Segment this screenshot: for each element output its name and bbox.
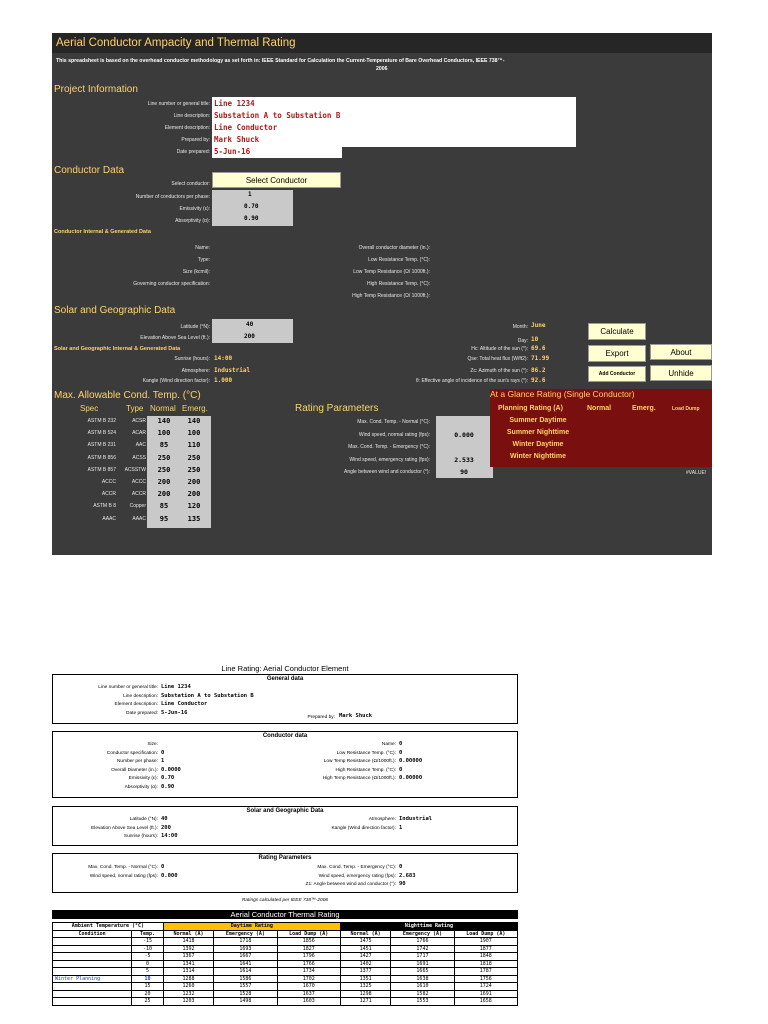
solar-data-heading: Solar and Geographic Data: [54, 305, 176, 316]
month-label: Month:: [512, 324, 528, 330]
temp-cell: 15: [132, 983, 164, 991]
rating-cell: 1610: [391, 983, 454, 991]
condition-cell: [53, 998, 132, 1006]
report-label: Low Temp Resistance (Ω/1000ft.):: [323, 759, 396, 764]
material-emerg-temp[interactable]: 140: [187, 417, 201, 425]
report-value: 0.00000: [399, 758, 423, 764]
conductor-internal-label: High Temp Resistance (Ω/ 1000ft.):: [352, 293, 430, 299]
report-general-label: Line number or general title:: [98, 685, 158, 690]
temp-cell: 25: [132, 998, 164, 1006]
conductor-internal-label: Overall conductor diameter (in.):: [358, 245, 430, 251]
report-label: Kangle (Wind direction factor):: [331, 825, 396, 831]
qse-value: 71.99: [531, 355, 550, 362]
condition-cell: [53, 990, 132, 998]
material-spec: ASTM B 857: [87, 466, 116, 473]
material-type: Copper: [129, 503, 146, 510]
elevation-value[interactable]: 200: [244, 333, 255, 340]
glance-row-label: Summer Nighttime: [506, 429, 570, 436]
conductor-internal-label: Type:: [197, 257, 210, 263]
report-value: 0.00000: [399, 775, 423, 781]
conductor-internal-label: High Resistance Temp. (°C):: [366, 281, 430, 287]
material-normal-temp[interactable]: 200: [157, 490, 171, 499]
report-value: 0: [399, 749, 403, 756]
col-type-header: Type: [126, 404, 144, 413]
max-temp-heading: Max. Allowable Cond. Temp. (°C): [54, 390, 201, 401]
zc-label: Zc: Azimuth of the sun (°):: [470, 368, 528, 374]
rating-cell: 1451: [340, 945, 390, 953]
glance-row-label: Summer Daytime: [509, 417, 567, 424]
report-prepared-label: Prepared by:: [307, 715, 335, 720]
rating-col-header: Load Dump (A): [454, 930, 517, 938]
emissivity-value[interactable]: 0.70: [244, 203, 259, 210]
material-normal-temp[interactable]: 250: [157, 465, 171, 474]
report-solar-heading: Solar and Geographic Data: [246, 808, 324, 814]
col-normal-header: Normal: [150, 404, 176, 413]
rating-param-value[interactable]: 2.533: [454, 455, 474, 464]
material-spec: AAAC: [102, 515, 116, 522]
glance-normal-header: Normal: [587, 405, 612, 412]
rating-cell: 1314: [163, 968, 213, 976]
report-label: Conductor specification:: [106, 750, 158, 756]
theta-value: 92.6: [531, 377, 546, 384]
rating-cell: 1271: [340, 998, 390, 1006]
rating-cell: 1528: [214, 990, 277, 998]
rating-cell: 1670: [277, 983, 340, 991]
nighttime-header: Nighttime Rating: [340, 923, 517, 931]
rating-cell: 1717: [391, 953, 454, 961]
rating-cell: 1742: [391, 945, 454, 953]
material-spec: ACCC: [101, 479, 116, 485]
glance-row-label: Winter Nighttime: [510, 453, 566, 460]
report-value: 0: [399, 864, 403, 870]
report-label: High Temp Resistance (Ω/1000ft.):: [322, 776, 396, 781]
report-value: 1: [399, 824, 403, 831]
material-normal-temp[interactable]: 85: [159, 502, 169, 511]
report-label: Overall Diameter (in.):: [111, 767, 158, 773]
rating-param-value[interactable]: 90: [460, 468, 468, 476]
rating-col-header: Emergency (A): [391, 930, 454, 938]
table-row: [53, 945, 518, 953]
project-field-value[interactable]: 5-Jun-16: [214, 147, 251, 156]
value-error: #VALUE!: [686, 470, 707, 476]
material-spec: ASTM B 231: [87, 442, 116, 449]
rating-cell: 1298: [340, 990, 390, 998]
report-general-value: Substation A to Substation B: [161, 692, 254, 699]
select-conductor-label: Select conductor:: [171, 181, 210, 187]
about-button[interactable]: About: [650, 344, 712, 360]
rating-cell: 1582: [391, 990, 454, 998]
temp-cell: -15: [132, 938, 164, 946]
rating-cell: 1877: [454, 945, 517, 953]
col-spec-header: Spec: [80, 404, 99, 413]
kangle-value: 1.000: [214, 377, 233, 384]
rating-cell: 1787: [454, 968, 517, 976]
thermal-title: Aerial Conductor Thermal Rating: [52, 910, 518, 919]
rating-cell: 1418: [163, 938, 213, 946]
day-value: 10: [531, 336, 539, 343]
rating-param-label: Max. Cond. Temp. - Normal (°C):: [357, 419, 430, 425]
ambient-header: Ambient Temperature (°C): [53, 923, 164, 931]
temp-cell: 10: [132, 975, 164, 983]
rating-cell: 1848: [454, 953, 517, 961]
rating-cell: 1827: [277, 945, 340, 953]
calculate-button[interactable]: Calculate: [588, 323, 646, 340]
material-type: AAC: [135, 442, 146, 449]
rating-cell: 1260: [163, 983, 213, 991]
conductor-internal-label: Size (kcmil):: [182, 269, 210, 275]
rating-cell: 1907: [454, 938, 517, 946]
report-value: 14:00: [161, 833, 178, 839]
table-row: [53, 968, 518, 976]
material-normal-temp[interactable]: 140: [157, 417, 171, 425]
material-emerg-temp[interactable]: 120: [187, 502, 201, 511]
material-normal-temp[interactable]: 200: [157, 478, 171, 486]
material-spec: ASTM B 524: [87, 430, 116, 437]
qse-label: Qse: Total heat flux (W/ft2):: [467, 356, 528, 362]
rating-cell: 1818: [454, 960, 517, 968]
report-label: Number per phase:: [116, 759, 158, 764]
rating-cell: 1341: [163, 960, 213, 968]
rating-cell: 1718: [214, 938, 277, 946]
report-label: Sunrise (hours):: [123, 834, 158, 839]
material-type: AAAC: [132, 515, 146, 522]
material-normal-temp[interactable]: 85: [159, 441, 169, 450]
rating-cell: 1402: [340, 960, 390, 968]
material-type: ACCC: [131, 479, 146, 485]
report-value: Industrial: [399, 816, 433, 822]
thermal-rating-table-wrap: [52, 910, 518, 1024]
report-general-value: 5-Jun-16: [161, 709, 188, 716]
rating-param-label: Angle between wind and conductor (°):: [344, 469, 430, 475]
material-spec: ASTM B 8: [93, 503, 116, 510]
daytime-header: Daytime Rating: [163, 923, 340, 931]
num-conductors-value[interactable]: 1: [248, 191, 252, 198]
glance-row-label: Winter Daytime: [512, 441, 564, 448]
report-general-label: Date prepared:: [126, 710, 158, 716]
hc-value: 69.6: [531, 345, 546, 352]
temp-cell: 0: [132, 960, 164, 968]
rating-cell: 1641: [214, 960, 277, 968]
report-rating-heading: Rating Parameters: [258, 855, 312, 861]
atmosphere-value: Industrial: [214, 367, 251, 374]
rating-cell: 1796: [277, 953, 340, 961]
report-label: Size:: [147, 742, 158, 747]
intro-text: This spreadsheet is based on the overhead conductor methodology as set forth in: IEEE Standard for Calculation the Current-Temperature of Bare Overhead Conductors, IEEE 738™-: [56, 58, 505, 64]
condition-cell: [53, 968, 132, 976]
material-type: ACSS: [132, 454, 146, 461]
report-value: 90: [399, 881, 406, 887]
material-emerg-temp[interactable]: 135: [187, 514, 201, 523]
rating-cell: 1351: [340, 975, 390, 983]
rating-cell: 1325: [340, 983, 390, 991]
material-emerg-temp[interactable]: 110: [187, 441, 201, 450]
report-value: 0: [161, 749, 165, 756]
kangle-label: Kangle (Wind direction factor):: [142, 378, 210, 384]
thermal-rating-table: [52, 922, 518, 1006]
report-value: 0.70: [161, 775, 175, 781]
rating-cell: 1638: [391, 975, 454, 983]
material-type: ACCR: [131, 491, 146, 498]
report-general-label: Element description:: [114, 702, 158, 707]
rating-cell: 1427: [340, 953, 390, 961]
material-emerg-temp[interactable]: 250: [187, 453, 201, 462]
material-emerg-temp[interactable]: 100: [187, 429, 201, 438]
report-label: Name:: [381, 742, 396, 747]
rating-cell: 1637: [277, 990, 340, 998]
rating-cell: 1856: [277, 938, 340, 946]
temp-cell: 20: [132, 990, 164, 998]
latitude-label: Latitude (°N):: [180, 324, 210, 330]
material-type: ACSR: [132, 418, 146, 424]
report-label: Absorptivity (α):: [124, 784, 158, 790]
num-conductors-label: Number of conductors per phase:: [135, 194, 210, 200]
material-normal-temp[interactable]: 95: [159, 514, 169, 523]
rating-cell: 1557: [214, 983, 277, 991]
temp-cell: -5: [132, 953, 164, 961]
project-field-label: Line number or general title:: [147, 101, 210, 107]
day-label: Day:: [517, 338, 528, 344]
report-value: 1: [161, 758, 165, 764]
rating-cell: 1232: [163, 990, 213, 998]
project-field-label: Line description:: [173, 113, 210, 119]
rating-param-label: Wind speed, normal rating (fps):: [358, 431, 430, 438]
latitude-value[interactable]: 40: [246, 321, 254, 328]
rating-cell: 1658: [454, 998, 517, 1006]
condition-cell: [53, 953, 132, 961]
report-value: 2.683: [399, 872, 416, 879]
report-value: 200: [161, 824, 171, 831]
rating-cell: 1724: [454, 983, 517, 991]
material-spec: ASTM B 856: [87, 454, 116, 461]
conductor-internal-label: Low Temp Resistance (Ω/ 1000ft.):: [353, 269, 430, 275]
project-info-heading: Project Information: [54, 84, 138, 95]
report-label: Wind speed, normal rating (fps):: [89, 873, 158, 879]
report-label: Atmosphere:: [368, 817, 396, 822]
material-normal-temp[interactable]: 100: [157, 429, 171, 438]
planning-rating-header: Planning Rating (A): [498, 405, 563, 412]
glance-emerg-header: Emerg.: [632, 405, 656, 412]
conductor-internal-label: Name:: [195, 245, 210, 251]
rating-cell: 1392: [163, 945, 213, 953]
rating-cell: 1603: [277, 998, 340, 1006]
rating-cell: 1756: [454, 975, 517, 983]
report-label: Max. Cond. Temp. - Normal (°C):: [88, 865, 158, 870]
rating-param-value[interactable]: 0.000: [454, 430, 474, 439]
rating-cell: 1766: [277, 960, 340, 968]
rating-cell: 1203: [163, 998, 213, 1006]
material-emerg-temp[interactable]: 200: [187, 490, 201, 499]
rating-cell: 1766: [391, 938, 454, 946]
table-row: [53, 998, 518, 1006]
rating-param-label: Max. Cond. Temp. - Emergency (°C):: [348, 444, 430, 450]
project-field-label: Element description:: [164, 125, 210, 131]
absorptivity-value[interactable]: 0.90: [244, 215, 259, 222]
material-type: ACAR: [132, 430, 146, 437]
report-value: 40: [161, 816, 168, 822]
report-label: Low Resistance Temp. (°C):: [336, 750, 396, 756]
rating-cell: 1377: [340, 968, 390, 976]
report-value: 0.90: [161, 783, 175, 790]
report-general-value: Line Conductor: [161, 701, 208, 707]
report-label: Z1: Angle between wind and conductor (°):: [305, 882, 396, 887]
absorptivity-label: Absorptivity (α):: [175, 218, 210, 224]
project-field-value[interactable]: Line Conductor: [214, 123, 278, 132]
rating-col-header: Load Dump (A): [277, 930, 340, 938]
export-button[interactable]: Export: [588, 345, 646, 362]
report-note: Ratings calculated per IEEE 738™-2006: [241, 898, 329, 903]
condition-cell: [53, 960, 132, 968]
condition-cell: [53, 945, 132, 953]
select-conductor-button[interactable]: Select Conductor: [212, 172, 341, 188]
unhide-button[interactable]: Unhide: [650, 365, 712, 381]
solar-internal-heading: Solar and Geographic Internal & Generated Data: [54, 346, 181, 352]
rating-cell: 1614: [214, 968, 277, 976]
report-title: Line Rating: Aerial Conductor Element: [221, 664, 349, 673]
rating-params-heading: Rating Parameters: [295, 403, 379, 414]
conductor-internal-heading: Conductor Internal & Generated Data: [54, 229, 151, 235]
emissivity-label: Emissivity (ε):: [179, 206, 210, 212]
rating-cell: 1553: [391, 998, 454, 1006]
theta-label: θ: Effective angle of incidence of the sun's rays (°):: [415, 378, 528, 384]
report-general-value: Line 1234: [161, 684, 191, 690]
material-emerg-temp[interactable]: 250: [187, 465, 201, 474]
glance-loaddump-header: Load Dump: [672, 406, 700, 412]
zc-value: 86.2: [531, 367, 546, 374]
project-field-value[interactable]: Line 1234: [214, 99, 255, 108]
rating-cell: 1667: [214, 953, 277, 961]
rating-col-header: Normal (A): [163, 930, 213, 938]
report-value: 0.0000: [161, 766, 181, 773]
table-row: [53, 983, 518, 991]
project-field-value[interactable]: Mark Shuck: [214, 135, 260, 144]
rating-cell: 1693: [214, 945, 277, 953]
atmosphere-label: Atmosphere:: [181, 368, 210, 374]
project-field-label: Date prepared:: [176, 149, 210, 155]
add-conductor-button[interactable]: Add Conductor: [588, 366, 646, 382]
rating-param-label: Wind speed, emergency rating (fps):: [349, 456, 430, 463]
rating-cell: 1665: [391, 968, 454, 976]
material-normal-temp[interactable]: 250: [157, 453, 171, 462]
report-general-heading: General data: [266, 676, 304, 682]
temp-cell: 5: [132, 968, 164, 976]
conductor-data-heading: Conductor Data: [54, 165, 125, 176]
report-label: Elevation Above Sea Level (ft.):: [91, 825, 158, 831]
condition-cell: Winter Planning: [53, 975, 132, 983]
material-emerg-temp[interactable]: 200: [187, 478, 201, 486]
report-value: 0: [399, 741, 403, 747]
report-value: 0: [161, 864, 165, 870]
report-label: Max. Cond. Temp. - Emergency (°C):: [317, 865, 396, 870]
rating-cell: 1734: [277, 968, 340, 976]
table-row: [53, 975, 518, 983]
table-row: [53, 938, 518, 946]
temp-header: Temp.: [132, 930, 164, 938]
condition-cell: [53, 983, 132, 991]
temp-cell: -10: [132, 945, 164, 953]
table-row: [53, 953, 518, 961]
conductor-internal-label: Low Resistance Temp. (°C):: [368, 257, 430, 263]
report-value: 0: [399, 766, 403, 773]
project-field-label: Prepared by:: [181, 137, 210, 143]
intro-text-year: 2006: [376, 66, 388, 72]
rating-cell: 1586: [214, 975, 277, 983]
elevation-label: Elevation Above Sea Level (ft.):: [140, 335, 210, 341]
rating-cell: 1702: [277, 975, 340, 983]
sunrise-value: 14:00: [214, 355, 233, 362]
report-value: 0.000: [161, 872, 178, 879]
project-field-value[interactable]: Substation A to Substation B: [214, 111, 341, 120]
sunrise-label: Sunrise (hours):: [174, 356, 210, 362]
material-spec: ACCR: [101, 491, 116, 498]
rating-cell: 1498: [214, 998, 277, 1006]
project-input-area: [212, 97, 576, 147]
col-emerg-header: Emerg.: [182, 404, 208, 413]
table-row: [53, 990, 518, 998]
report-label: Latitude (°N):: [129, 817, 158, 822]
rating-cell: 1691: [391, 960, 454, 968]
condition-header: Condition: [53, 930, 132, 938]
material-type: ACSSTW: [124, 466, 146, 473]
report-prepared-value: Mark Shuck: [339, 713, 373, 719]
rating-cell: 1475: [340, 938, 390, 946]
conductor-internal-label: Governing conductor specification:: [133, 281, 210, 287]
rating-col-header: Normal (A): [340, 930, 390, 938]
material-spec: ASTM B 232: [87, 418, 116, 424]
report-label: Emissivity (ε):: [128, 776, 158, 781]
hc-label: Hc: Altitude of the sun (°):: [471, 346, 528, 352]
table-row: [53, 960, 518, 968]
report-label: Wind speed, emergency rating (fps):: [318, 873, 396, 879]
at-a-glance-heading: At a Glance Rating (Single Conductor): [490, 389, 635, 399]
condition-cell: [53, 938, 132, 946]
page-title: Aerial Conductor Ampacity and Thermal Rating: [56, 37, 296, 49]
report-general-label: Line description:: [123, 693, 158, 699]
month-value: June: [531, 322, 546, 329]
rating-cell: 1367: [163, 953, 213, 961]
rating-cell: 1288: [163, 975, 213, 983]
report-conductor-heading: Conductor data: [262, 733, 308, 739]
rating-col-header: Emergency (A): [214, 930, 277, 938]
rating-cell: 1691: [454, 990, 517, 998]
report-label: High Resistance Temp. (°C):: [335, 767, 396, 773]
